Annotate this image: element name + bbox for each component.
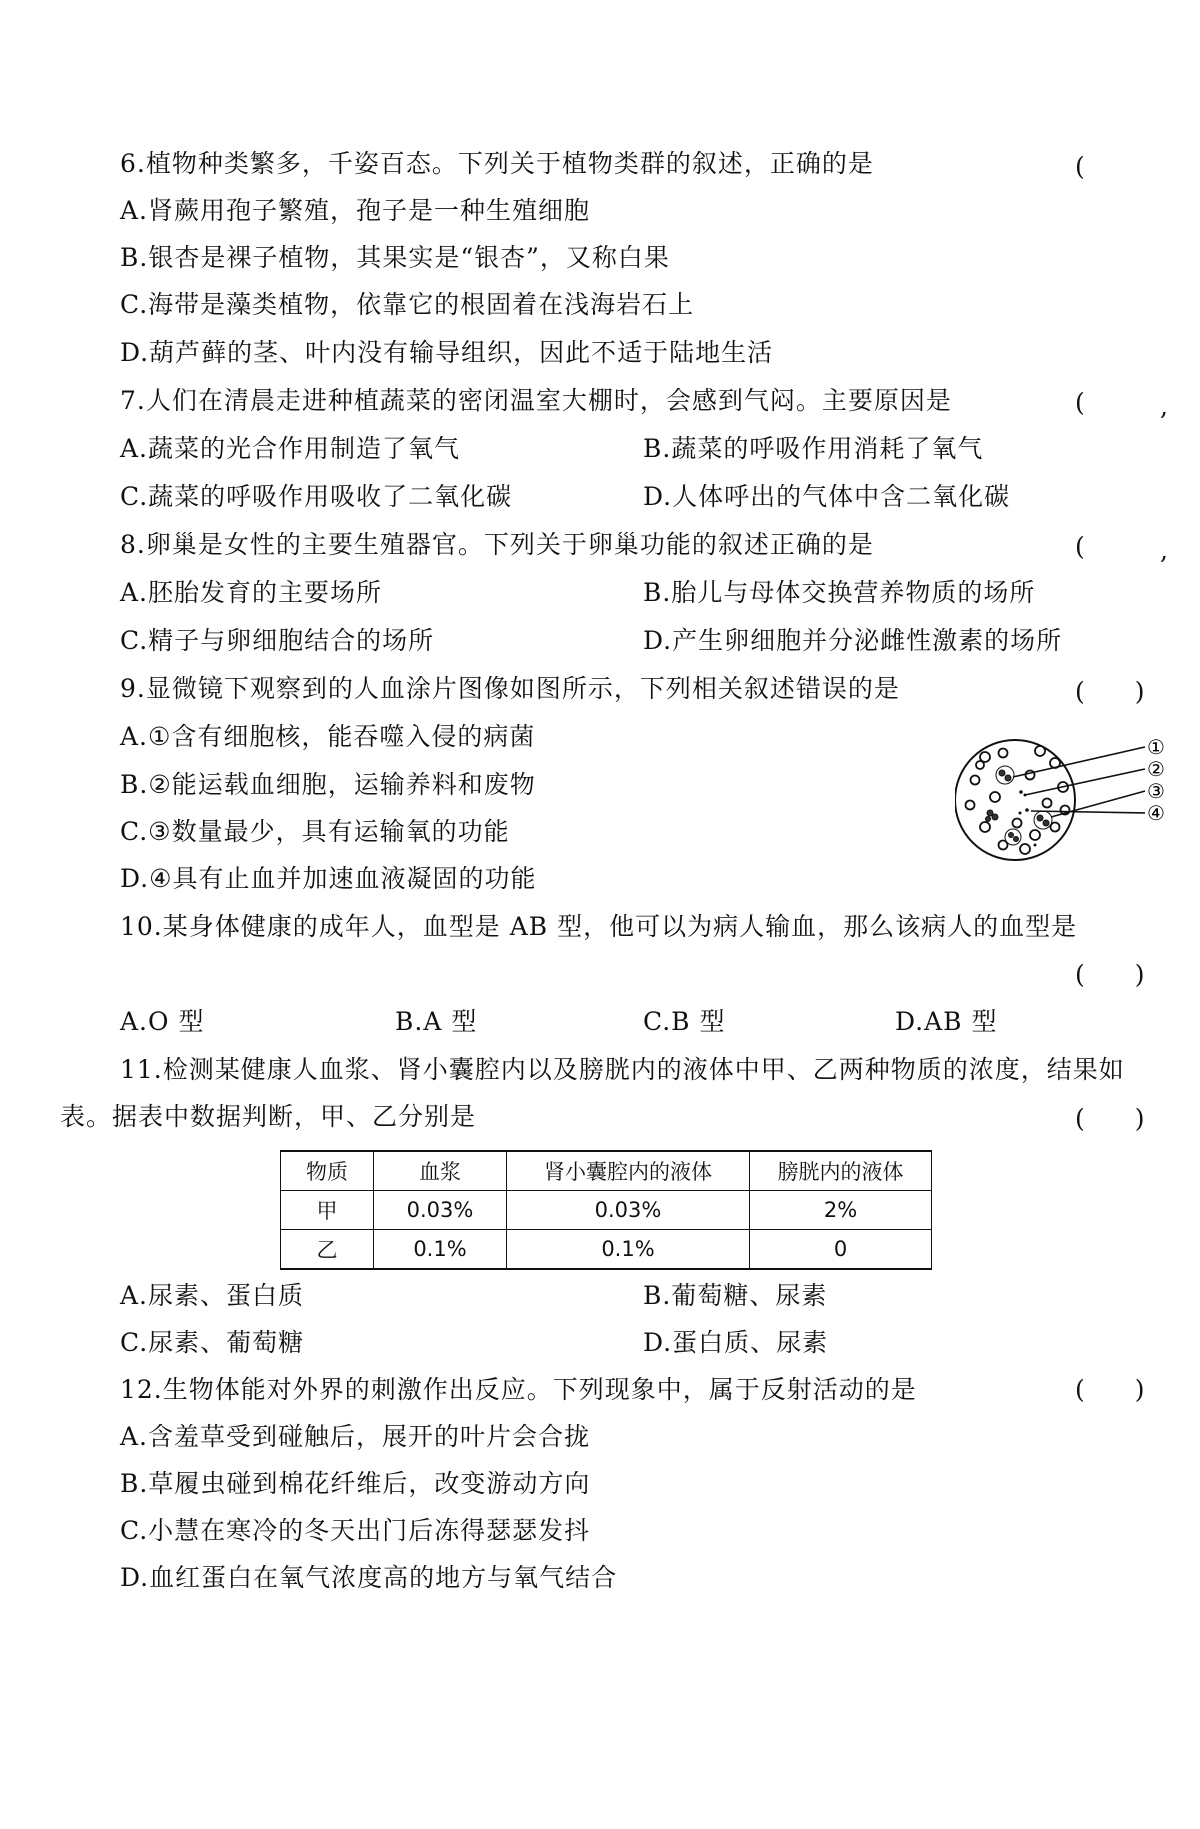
q9-option-c: C.③数量最少，具有运输氧的功能 (120, 817, 510, 846)
q8-stem: 8.卵巢是女性的主要生殖器官。下列关于卵巢功能的叙述正确的是 (120, 530, 874, 559)
q7-stem: 7.人们在清晨走进种植蔬菜的密闭温室大棚时，会感到气闷。主要原因是 (120, 386, 952, 415)
table-cell: 乙 (281, 1230, 374, 1270)
table-header: 肾小囊腔内的液体 (507, 1151, 750, 1191)
table-cell: 甲 (281, 1191, 374, 1230)
table-cell: 0.1% (507, 1230, 750, 1270)
q6-stem: 6.植物种类繁多，千姿百态。下列关于植物类群的叙述，正确的是 (120, 149, 874, 178)
q12-option-b: B.草履虫碰到棉花纤维后，改变游动方向 (120, 1469, 591, 1498)
q11-stem-line1: 11.检测某健康人血浆、肾小囊腔内以及膀胱内的液体中甲、乙两种物质的浓度，结果如 (120, 1055, 1125, 1084)
table-header: 血浆 (374, 1151, 507, 1191)
q12-option-c: C.小慧在寒冷的冬天出门后冻得瑟瑟发抖 (120, 1516, 591, 1545)
table-header: 物质 (281, 1151, 374, 1191)
table-cell: 0.03% (374, 1191, 507, 1230)
q11-answer-bracket: ( ) (1075, 1104, 1145, 1133)
q7-mark: , (1160, 392, 1168, 421)
q8-option-d: D.产生卵细胞并分泌雌性激素的场所 (643, 626, 1063, 655)
q8-option-a: A.胚胎发育的主要场所 (120, 578, 383, 607)
q6-answer-bracket: ( (1075, 152, 1085, 181)
q6-option-a: A.肾蕨用孢子繁殖，孢子是一种生殖细胞 (120, 196, 591, 225)
table-cell: 0.1% (374, 1230, 507, 1270)
figure-label-1: ① (1147, 735, 1165, 759)
q9-option-a: A.①含有细胞核，能吞噬入侵的病菌 (120, 722, 536, 751)
q7-option-c: C.蔬菜的呼吸作用吸收了二氧化碳 (120, 482, 513, 511)
q7-answer-bracket: ( (1075, 388, 1085, 417)
q7-option-b: B.蔬菜的呼吸作用消耗了氧气 (643, 434, 984, 463)
table-cell: 2% (750, 1191, 932, 1230)
q10-stem: 10.某身体健康的成年人，血型是 AB 型，他可以为病人输血，那么该病人的血型是 (120, 912, 1078, 941)
q12-stem: 12.生物体能对外界的刺激作出反应。下列现象中，属于反射活动的是 (120, 1375, 917, 1404)
figure-label-3: ③ (1147, 779, 1165, 803)
q8-option-b: B.胎儿与母体交换营养物质的场所 (643, 578, 1036, 607)
q11-option-a: A.尿素、蛋白质 (120, 1281, 305, 1310)
q12-option-a: A.含羞草受到碰触后，展开的叶片会合拢 (120, 1422, 591, 1451)
q8-answer-bracket: ( (1075, 532, 1085, 561)
q10-option-a: A.O 型 (120, 1007, 205, 1036)
q12-option-d: D.血红蛋白在氧气浓度高的地方与氧气结合 (120, 1563, 618, 1592)
q6-option-b: B.银杏是裸子植物，其果实是“银杏”，又称白果 (120, 243, 670, 272)
figure-label-4: ④ (1147, 801, 1165, 825)
q8-mark: , (1160, 536, 1168, 565)
q9-stem: 9.显微镜下观察到的人血涂片图像如图所示，下列相关叙述错误的是 (120, 674, 900, 703)
q7-option-d: D.人体呼出的气体中含二氧化碳 (643, 482, 1011, 511)
table-header-row (281, 1151, 932, 1191)
concentration-table (280, 1150, 932, 1270)
q11-option-c: C.尿素、葡萄糖 (120, 1328, 305, 1357)
q8-option-c: C.精子与卵细胞结合的场所 (120, 626, 435, 655)
table-header: 膀胱内的液体 (750, 1151, 932, 1191)
q9-option-b: B.②能运载血细胞，运输养料和废物 (120, 770, 536, 799)
table-cell: 0 (750, 1230, 932, 1270)
q12-answer-bracket: ( ) (1075, 1375, 1145, 1404)
q11-stem-line2: 表。据表中数据判断，甲、乙分别是 (60, 1102, 477, 1131)
q9-answer-bracket: ( ) (1075, 677, 1145, 706)
q11-option-b: B.葡萄糖、尿素 (643, 1281, 828, 1310)
q10-option-b: B.A 型 (395, 1007, 478, 1036)
figure-label-2: ② (1147, 757, 1165, 781)
table-cell: 0.03% (507, 1191, 750, 1230)
blood-smear-figure (955, 735, 1180, 865)
q7-option-a: A.蔬菜的光合作用制造了氧气 (120, 434, 461, 463)
table-row (281, 1230, 932, 1270)
q10-option-d: D.AB 型 (895, 1007, 998, 1036)
q6-option-c: C.海带是藻类植物，依靠它的根固着在浅海岩石上 (120, 290, 695, 319)
q10-option-c: C.B 型 (643, 1007, 726, 1036)
table-row (281, 1191, 932, 1230)
q11-option-d: D.蛋白质、尿素 (643, 1328, 829, 1357)
q9-option-d: D.④具有止血并加速血液凝固的功能 (120, 864, 537, 893)
q6-option-d: D.葫芦藓的茎、叶内没有输导组织，因此不适于陆地生活 (120, 338, 774, 367)
q10-answer-bracket: ( ) (1075, 960, 1145, 989)
